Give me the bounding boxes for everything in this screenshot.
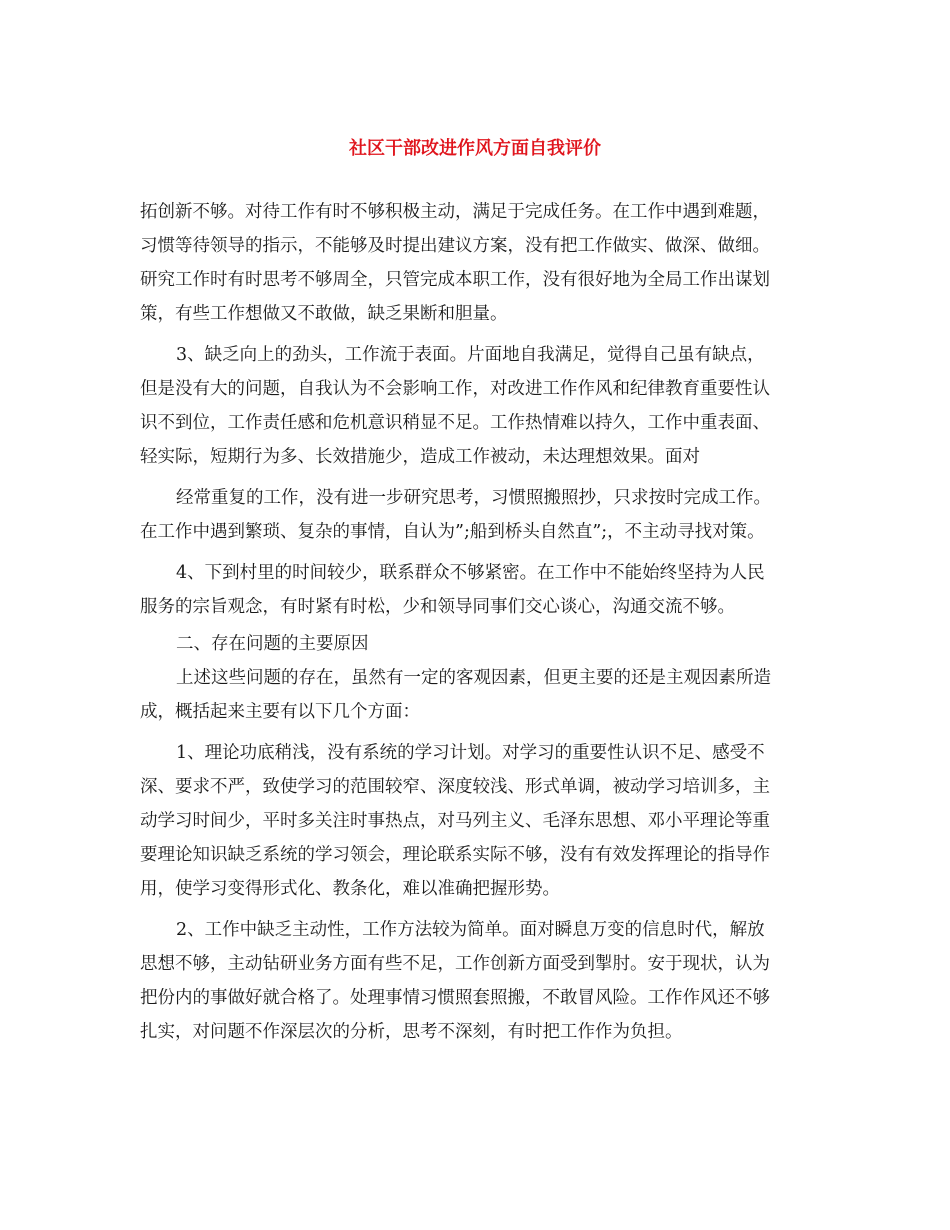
- text-line: 深、要求不严，致使学习的范围较窄、深度较浅、形式单调，被动学习培训多，主: [140, 777, 770, 797]
- text-line: 用，使学习变得形式化、教条化，难以准确把握形势。: [140, 879, 560, 899]
- text-line: 习惯等待领导的指示，不能够及时提出建议方案，没有把工作做实、做深、做细。: [140, 236, 770, 256]
- text-line: 扎实，对问题不作深层次的分析，思考不深刻，有时把工作作为负担。: [140, 1022, 683, 1042]
- text-line: 轻实际，短期行为多、长效措施少，造成工作被动，未达理想效果。面对: [140, 447, 700, 467]
- text-line: 动学习时间少，平时多关注时事热点，对马列主义、毛泽东思想、邓小平理论等重: [140, 811, 770, 831]
- text-line: 服务的宗旨观念，有时紧有时松，少和领导同事们交心谈心，沟通交流不够。: [140, 597, 735, 617]
- text-line: 思想不够，主动钻研业务方面有些不足，工作创新方面受到掣肘。安于现状，认为: [140, 954, 770, 974]
- text-line: 要理论知识缺乏系统的学习领会，理论联系实际不够，没有有效发挥理论的指导作: [140, 845, 770, 865]
- text-line: 成，概括起来主要有以下几个方面：: [140, 702, 420, 722]
- text-line: 把份内的事做好就合格了。处理事情习惯照套照搬，不敢冒风险。工作作风还不够: [140, 988, 770, 1008]
- text-line: 上述这些问题的存在，虽然有一定的客观因素，但更主要的还是主观因素所造: [176, 668, 771, 688]
- section-heading: 二、存在问题的主要原因: [176, 634, 369, 654]
- text-line: 1、理论功底稍浅，没有系统的学习计划。对学习的重要性认识不足、感受不: [176, 743, 765, 763]
- text-line: 拓创新不够。对待工作有时不够积极主动，满足于完成任务。在工作中遇到难题，: [140, 202, 770, 222]
- text-line: 经常重复的工作，没有进一步研究思考，习惯照搬照抄，只求按时完成工作。: [176, 488, 771, 508]
- text-line: 3、缺乏向上的劲头，工作流于表面。片面地自我满足，觉得自己虽有缺点，: [176, 345, 765, 365]
- text-line: 识不到位，工作责任感和危机意识稍显不足。工作热情难以持久，工作中重表面、: [140, 413, 770, 433]
- text-line: 2、工作中缺乏主动性，工作方法较为简单。面对瞬息万变的信息时代，解放: [176, 920, 765, 940]
- text-line: 在工作中遇到繁琐、复杂的事情，自认为”;船到桥头自然直”;，不主动寻找对策。: [140, 522, 765, 542]
- text-line: 研究工作时有时思考不够周全，只管完成本职工作，没有很好地为全局工作出谋划: [140, 270, 770, 290]
- text-line: 但是没有大的问题，自我认为不会影响工作，对改进工作作风和纪律教育重要性认: [140, 379, 770, 399]
- text-line: 策，有些工作想做又不敢做，缺乏果断和胆量。: [140, 304, 508, 324]
- document-title: 社区干部改进作风方面自我评价: [349, 138, 601, 159]
- text-line: 4、下到村里的时间较少，联系群众不够紧密。在工作中不能始终坚持为人民: [176, 563, 765, 583]
